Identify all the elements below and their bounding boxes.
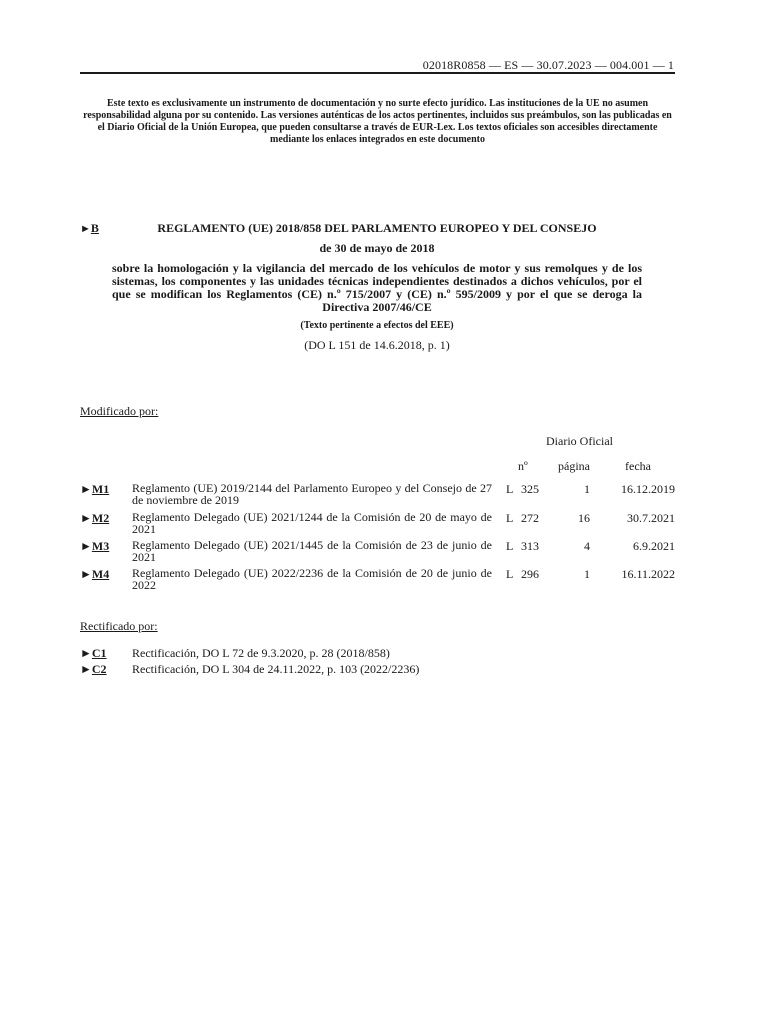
amendment-code-link[interactable]: M4 (91, 567, 110, 581)
amendment-description: Reglamento Delegado (UE) 2021/1244 de la Comisión de 20 de mayo de 2021 (132, 510, 492, 536)
amendment-description: Reglamento Delegado (UE) 2021/1445 de la Comisión de 23 de junio de 2021 (132, 538, 492, 564)
arrow-marker-icon: ► (80, 511, 92, 525)
amendment-page: 4 (584, 539, 590, 553)
correction-description: Rectificación, DO L 72 de 9.3.2020, p. 28 (2018/858) (132, 646, 390, 660)
amendment-series: L (506, 511, 514, 525)
regulation-marker[interactable] (80, 221, 99, 236)
journal-header: Diario Oficial (546, 434, 613, 448)
eee-note: (Texto pertinente a efectos del EEE) (300, 320, 454, 331)
amendment-date: 30.7.2021 (627, 511, 675, 525)
correction-marker[interactable] (80, 646, 107, 661)
amendment-date: 16.11.2022 (621, 567, 675, 581)
header-rule (80, 72, 675, 74)
amendment-code-link[interactable]: M2 (91, 511, 110, 525)
amendment-code-link[interactable]: M1 (91, 482, 110, 496)
correction-code-link[interactable]: C2 (91, 662, 107, 676)
amendment-marker[interactable] (80, 567, 109, 582)
arrow-marker-icon: ► (80, 223, 91, 235)
amendment-description: Reglamento (UE) 2019/2144 del Parlamento Europeo y del Consejo de 27 de noviembre de 2019 (132, 481, 492, 507)
arrow-marker-icon: ► (80, 646, 92, 660)
amendment-marker[interactable] (80, 482, 109, 497)
amendment-marker[interactable] (80, 511, 109, 526)
amendment-page: 1 (584, 567, 590, 581)
arrow-marker-icon: ► (80, 662, 92, 676)
amendment-number: 313 (521, 539, 539, 553)
amendment-date: 16.12.2019 (621, 482, 675, 496)
amendment-description: Reglamento Delegado (UE) 2022/2236 de la Comisión de 20 de junio de 2022 (132, 566, 492, 592)
arrow-marker-icon: ► (80, 482, 92, 496)
amendment-date: 6.9.2021 (633, 539, 675, 553)
col-header-num: nº (518, 459, 528, 473)
correction-marker[interactable] (80, 662, 107, 677)
marker-code-link[interactable]: B (90, 221, 99, 235)
amendment-row (80, 482, 675, 508)
regulation-date: de 30 de mayo de 2018 (319, 241, 435, 255)
correction-description: Rectificación, DO L 304 de 24.11.2022, p. 103 (2022/2236) (132, 662, 420, 676)
amendment-row (80, 511, 675, 537)
amendment-code-link[interactable]: M3 (91, 539, 110, 553)
amendment-number: 325 (521, 482, 539, 496)
disclaimer-text: Este texto es exclusivamente un instrumento de documentación y no surte efecto jurídico. Las instituciones de la UE no asumen responsabilidad alguna por su contenido. Las versiones auténticas de los actos pertinentes, incluidos sus preámbulos, son las publicadas en el Diario Oficial de la Unión Europea, que pueden consultarse a través de EUR-Lex. Los textos oficiales son accesibles directamente mediante los enlaces integrados en este documento (83, 98, 672, 145)
amendment-row (80, 567, 675, 593)
corrections-label: Rectificado por: (80, 619, 158, 633)
regulation-title: REGLAMENTO (UE) 2018/858 DEL PARLAMENTO EUROPEO Y DEL CONSEJO (157, 221, 597, 235)
amendment-series: L (506, 539, 514, 553)
col-header-page: página (558, 459, 590, 473)
amendment-page: 1 (584, 482, 590, 496)
amendment-series: L (506, 482, 514, 496)
amendment-number: 296 (521, 567, 539, 581)
amendments-label: Modificado por: (80, 404, 159, 418)
amendment-page: 16 (578, 511, 590, 525)
amendment-number: 272 (521, 511, 539, 525)
amendment-series: L (506, 567, 514, 581)
regulation-subject: sobre la homologación y la vigilancia del mercado de los vehículos de motor y sus remolques y de los sistemas, los componentes y las unidades técnicas independientes destinados a dichos vehículos, por el que se modifican los Reglamentos (CE) n.º 715/2007 y (CE) n.º 595/2009 y por el que se deroga la Directiva 2007/46/CE (112, 261, 642, 314)
arrow-marker-icon: ► (80, 539, 92, 553)
arrow-marker-icon: ► (80, 567, 92, 581)
document-header-code: 02018R0858 — ES — 30.07.2023 — 004.001 — 1 (422, 58, 674, 72)
amendment-marker[interactable] (80, 539, 109, 554)
official-journal-reference: (DO L 151 de 14.6.2018, p. 1) (304, 338, 450, 352)
col-header-date: fecha (625, 459, 651, 473)
correction-code-link[interactable]: C1 (91, 646, 107, 660)
amendment-row (80, 539, 675, 565)
